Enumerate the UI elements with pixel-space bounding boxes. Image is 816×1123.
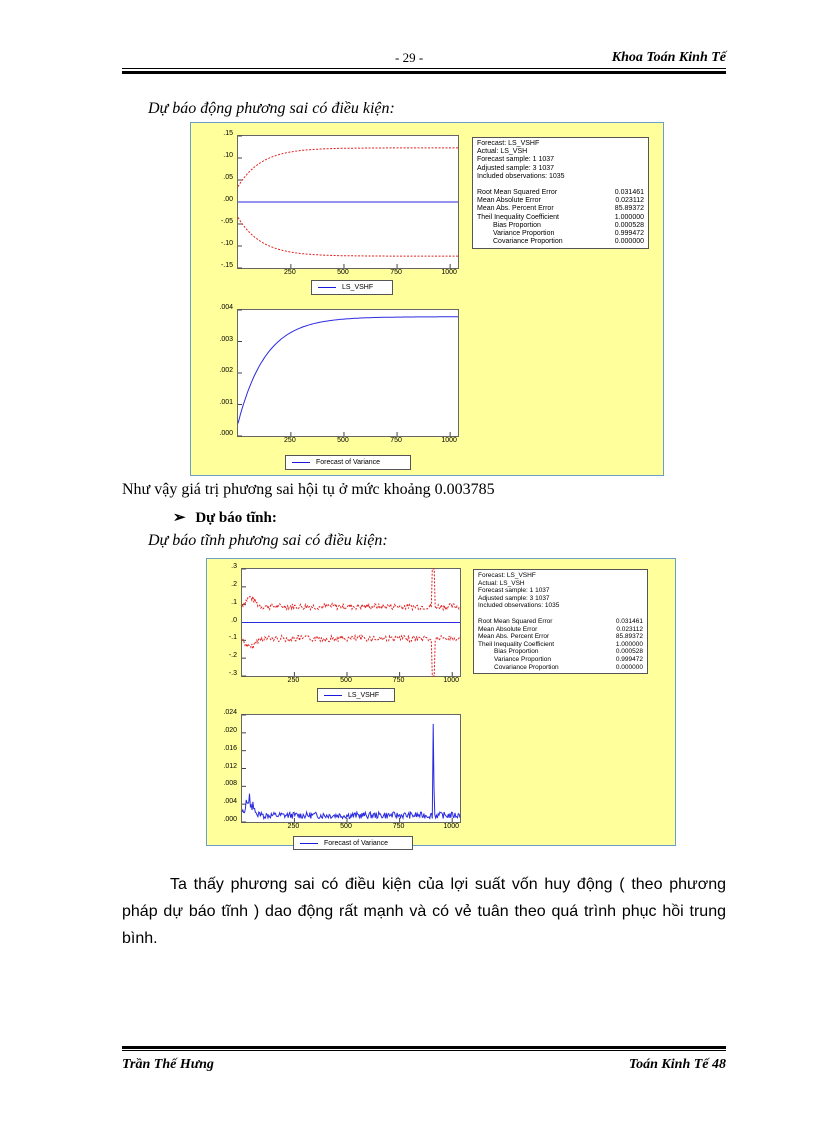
forecast-chart-1 bbox=[238, 136, 458, 268]
stats-row: Bias Proportion 0.000528 bbox=[493, 221, 644, 229]
y-tick-label: .10 bbox=[223, 152, 233, 159]
static-forecast-heading: ➢ Dự báo tĩnh: bbox=[173, 510, 277, 526]
y-tick-label: .002 bbox=[219, 367, 233, 374]
y-tick-label: .012 bbox=[223, 762, 237, 770]
stats-row: Mean Abs. Percent Error 85.89372 bbox=[478, 633, 643, 641]
header-rule-thin bbox=[122, 68, 726, 69]
stats-row: Mean Absolute Error 0.023112 bbox=[478, 625, 643, 633]
static-forecast-figure bbox=[206, 558, 676, 846]
stats-row: Covariance Proportion 0.000000 bbox=[494, 663, 643, 671]
stats-forecast-sample: Forecast sample: 1 1037 bbox=[477, 156, 555, 164]
variance-line bbox=[238, 317, 458, 424]
variance-chart-1 bbox=[238, 310, 458, 436]
x-tick-label: 250 bbox=[287, 677, 300, 684]
dynamic-forecast-figure bbox=[190, 122, 664, 476]
x-tick-label: 750 bbox=[390, 269, 402, 276]
stats-row: Covariance Proportion 0.000000 bbox=[493, 238, 644, 246]
y-tick-label: -.15 bbox=[220, 262, 233, 269]
y-tick-label: .00 bbox=[223, 196, 233, 203]
x-tick-label: 500 bbox=[337, 437, 349, 444]
x-tick-label: 250 bbox=[287, 823, 300, 830]
lower-band-line bbox=[242, 635, 460, 676]
stats-forecast: Forecast: LS_VSHF bbox=[477, 140, 540, 147]
y-tick-label: .000 bbox=[223, 816, 237, 823]
forecast-plot-2 bbox=[241, 568, 461, 677]
legend-variance-1: Forecast of Variance bbox=[285, 455, 411, 470]
legend-swatch bbox=[318, 287, 336, 288]
stats-adjusted-sample: Adjusted sample: 3 1037 bbox=[477, 164, 555, 172]
y-tick-label: .15 bbox=[223, 130, 233, 137]
upper-band-line bbox=[242, 569, 460, 610]
y-tick-label: .05 bbox=[223, 174, 233, 181]
forecast-plot-1 bbox=[237, 135, 459, 269]
legend-swatch bbox=[324, 695, 342, 696]
y-tick-label: .004 bbox=[219, 304, 233, 311]
y-tick-label: .004 bbox=[223, 798, 237, 806]
x-tick-label: 1000 bbox=[441, 437, 457, 444]
y-tick-label: .003 bbox=[219, 335, 233, 343]
variance-chart-2 bbox=[242, 715, 460, 822]
lower-band-line bbox=[238, 217, 458, 256]
header-rule-thick bbox=[122, 71, 726, 74]
stats-forecast: Forecast: LS_VSHF bbox=[478, 572, 536, 579]
stats-row: Mean Abs. Percent Error 85.89372 bbox=[477, 205, 644, 213]
x-tick-label: 750 bbox=[392, 677, 405, 684]
stats-row: Root Mean Squared Error 0.031461 bbox=[477, 189, 644, 197]
legend-ls-vshf-2: LS_VSHF bbox=[317, 688, 395, 702]
x-tick-label: 1000 bbox=[441, 269, 457, 276]
x-tick-label: 250 bbox=[284, 437, 296, 444]
convergence-note: Như vậy giá trị phương sai hội tụ ở mức khoảng 0.003785 bbox=[122, 481, 495, 498]
stats-row: Bias Proportion 0.000528 bbox=[494, 648, 643, 656]
forecast-stats-box-1 bbox=[472, 137, 649, 249]
legend-swatch bbox=[300, 843, 318, 844]
footer-class: Toán Kinh Tế 48 bbox=[628, 1057, 726, 1072]
y-tick-label: .3 bbox=[231, 563, 237, 570]
stats-row: Theil Inequality Coefficient 1.000000 bbox=[477, 213, 644, 221]
variance-plot-2 bbox=[241, 714, 461, 823]
arrow-bullet-icon: ➢ bbox=[173, 510, 186, 526]
y-tick-label: .000 bbox=[219, 430, 233, 437]
header-title: Khoa Toán Kinh Tế bbox=[611, 50, 726, 65]
stats-row: Variance Proportion 0.999472 bbox=[494, 655, 643, 663]
x-tick-label: 1000 bbox=[443, 823, 459, 830]
y-tick-label: .001 bbox=[219, 398, 233, 406]
footer-author: Trần Thế Hưng bbox=[122, 1057, 214, 1072]
stats-row: Variance Proportion 0.999472 bbox=[493, 230, 644, 238]
stats-included-obs: Included observations: 1035 bbox=[478, 602, 560, 610]
legend-swatch bbox=[292, 462, 310, 463]
y-tick-label: -.2 bbox=[228, 652, 237, 660]
variance-line bbox=[242, 724, 460, 819]
y-tick-label: -.3 bbox=[228, 670, 237, 677]
stats-adjusted-sample: Adjusted sample: 3 1037 bbox=[478, 594, 550, 602]
stats-row: Root Mean Squared Error 0.031461 bbox=[478, 617, 643, 625]
forecast-chart-2 bbox=[242, 569, 460, 676]
stats-row: Theil Inequality Coefficient 1.000000 bbox=[478, 640, 643, 648]
forecast-stats-box-2 bbox=[473, 569, 648, 674]
y-tick-label: .024 bbox=[223, 709, 237, 716]
x-tick-label: 500 bbox=[340, 677, 352, 684]
dynamic-forecast-caption: Dự báo động phương sai có điều kiện: bbox=[148, 100, 395, 117]
y-tick-label: .016 bbox=[223, 744, 237, 752]
y-tick-label: .008 bbox=[223, 780, 237, 788]
page-number: - 29 - bbox=[395, 50, 424, 65]
upper-band-line bbox=[238, 148, 458, 187]
y-tick-label: .0 bbox=[231, 616, 237, 624]
x-tick-label: 1000 bbox=[443, 677, 459, 684]
x-tick-label: 500 bbox=[340, 823, 352, 830]
stats-included-obs: Included observations: 1035 bbox=[477, 172, 565, 180]
stats-row: Mean Absolute Error 0.023112 bbox=[477, 197, 644, 205]
y-tick-label: .020 bbox=[223, 726, 237, 734]
stats-actual: Actual: LS_VSH bbox=[477, 148, 528, 156]
x-tick-label: 500 bbox=[337, 269, 349, 276]
static-forecast-caption: Dự báo tĩnh phương sai có điều kiện: bbox=[148, 532, 388, 549]
x-tick-label: 750 bbox=[392, 823, 405, 830]
y-tick-label: -.05 bbox=[220, 218, 233, 225]
legend-ls-vshf-1: LS_VSHF bbox=[311, 280, 393, 295]
stats-actual: Actual: LS_VSH bbox=[478, 579, 525, 587]
y-tick-label: -.10 bbox=[220, 240, 233, 247]
stats-forecast-sample: Forecast sample: 1 1037 bbox=[478, 587, 550, 595]
y-tick-label: .1 bbox=[231, 598, 237, 606]
y-tick-label: -.1 bbox=[228, 634, 237, 642]
conclusion-paragraph: Ta thấy phương sai có điều kiện của lợi suất vốn huy động ( theo phương pháp dự báo tĩnh ) dao động rất mạnh và có vẻ tuân theo quá trình phục hồi trung bình. bbox=[122, 876, 726, 947]
legend-variance-2: Forecast of Variance bbox=[293, 836, 413, 850]
y-tick-label: .2 bbox=[231, 580, 237, 588]
x-tick-label: 250 bbox=[284, 269, 296, 276]
footer-rule-thick bbox=[122, 1046, 726, 1049]
footer-rule-thin bbox=[122, 1050, 726, 1051]
variance-plot-1 bbox=[237, 309, 459, 437]
x-tick-label: 750 bbox=[390, 437, 402, 444]
